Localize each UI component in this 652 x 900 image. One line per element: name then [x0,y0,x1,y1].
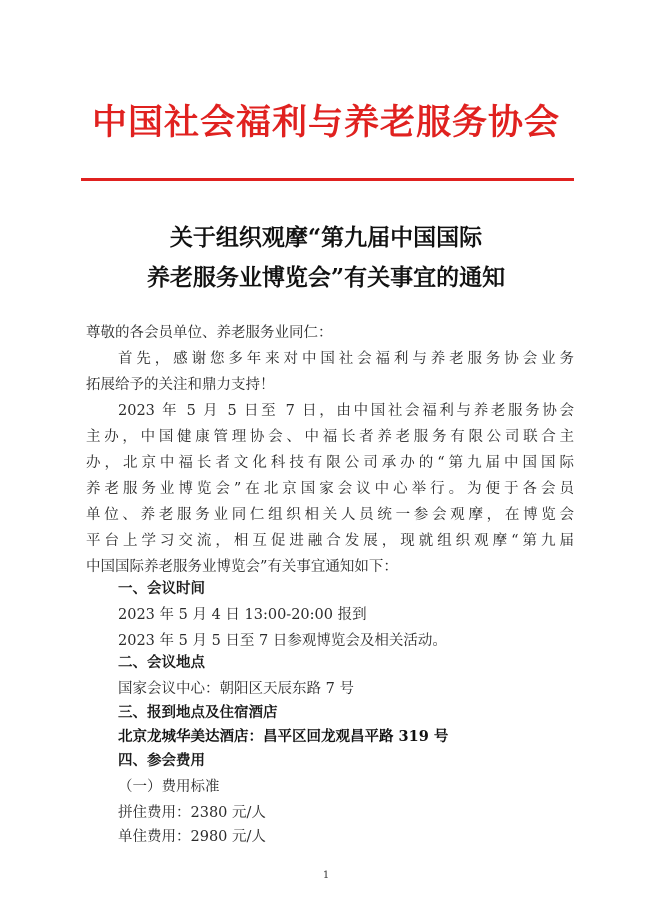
notice-title-line-1: 关于组织观摩“第九届中国国际 [169,224,483,251]
salutation: 尊敬的各会员单位、养老服务业同仁： [86,325,333,341]
section-3-line-1: 北京龙城华美达酒店：昌平区回龙观昌平路 319 号 [118,728,449,745]
section-2-line-1: 国家会议中心：朝阳区天辰东路 7 号 [118,681,354,697]
section-4-heading: 四、参会费用 [118,753,205,769]
paragraph-2-line-1: 2023 年 5 月 5 日至 7 日，由中国社会福利与养老服务协会 [118,403,574,419]
section-1-heading: 一、会议时间 [118,581,205,597]
fee-single-room: 单住费用：2980 元/人 [118,829,266,845]
fee-shared-room: 拼住费用：2380 元/人 [118,805,266,821]
paragraph-2-line-7: 中国国际养老服务业博览会”有关事宜通知如下： [86,559,398,575]
notice-title-line-2: 养老服务业博览会”有关事宜的通知 [146,264,506,291]
section-4-subheading: （一）费用标准 [118,779,220,795]
section-1-line-2: 2023 年 5 月 5 日至 7 日参观博览会及相关活动。 [118,633,447,649]
section-3-heading: 三、报到地点及住宿酒店 [118,705,278,721]
paragraph-1-line-1: 首先，感谢您多年来对中国社会福利与养老服务协会业务 [118,351,574,367]
organization-header: 中国社会福利与养老服务协会 [91,102,560,143]
section-1-line-1: 2023 年 5 月 4 日 13:00-20:00 报到 [118,607,367,623]
paragraph-2-line-5: 单位、养老服务业同仁组织相关人员统一参会观摩，在博览会 [86,507,574,523]
paragraph-2-line-6: 平台上学习交流，相互促进融合发展，现就组织观摩“第九届 [86,533,574,549]
header-red-rule [81,178,574,181]
paragraph-2-line-3: 办，北京中福长者文化科技有限公司承办的“第九届中国国际 [86,455,574,471]
paragraph-2-line-4: 养老服务业博览会”在北京国家会议中心举行。为便于各会员 [86,481,574,497]
page-number: 1 [322,870,330,881]
section-2-heading: 二、会议地点 [118,655,205,671]
paragraph-1-line-2: 拓展给予的关注和鼎力支持！ [86,377,275,393]
paragraph-2-line-2: 主办，中国健康管理协会、中福长者养老服务有限公司联合主 [86,429,574,445]
